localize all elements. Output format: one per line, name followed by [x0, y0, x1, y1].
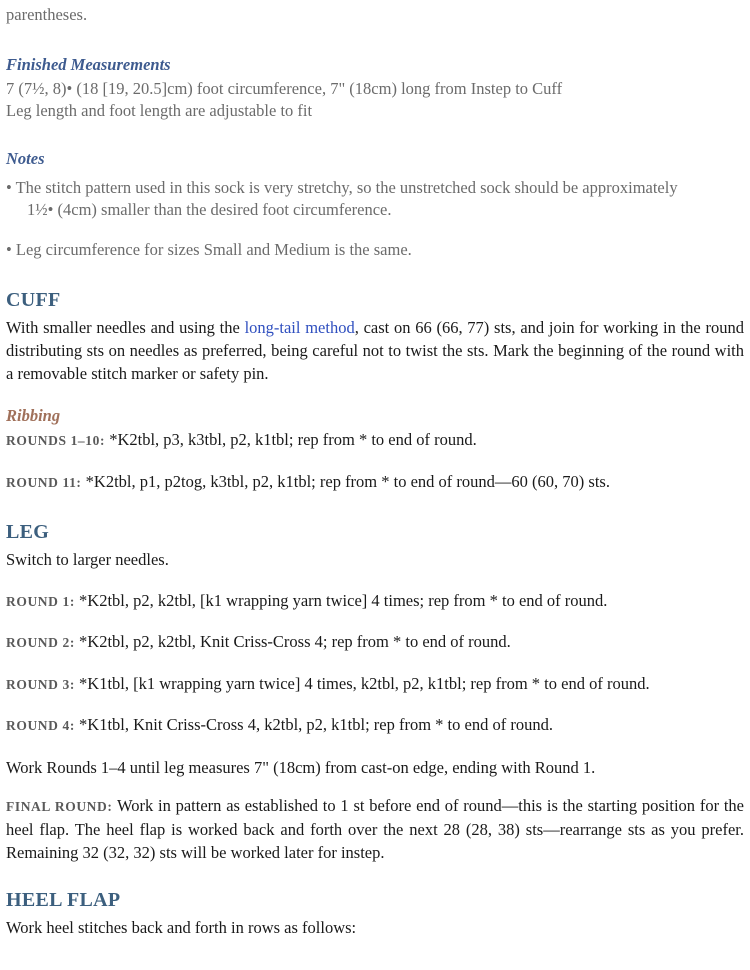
ribbing-heading: Ribbing	[6, 406, 61, 425]
round-text: *K2tbl, p2, k2tbl, [k1 wrapping yarn twice] 4 times; rep from * to end of round.	[74, 591, 608, 610]
cuff-text-after-link: , cast on 66 (66, 77) sts, and join for working in the round distributing sts on needles as preferred, being careful not to twist the sts. Mark the beginning of the round with a removable stitch marker or safety pin.	[6, 318, 744, 383]
cuff-text-before-link: With smaller needles and using the	[6, 318, 245, 337]
leg-intro: Switch to larger needles.	[6, 550, 169, 569]
round-label: ROUND 4:	[6, 718, 75, 733]
work-rounds-text: Work Rounds 1–4 until leg measures 7" (18cm) from cast-on edge, ending with Round 1.	[6, 758, 596, 777]
finished-measurements-heading: Finished Measurements	[6, 55, 171, 74]
heel-flap-intro: Work heel stitches back and forth in rows as follows:	[6, 918, 357, 937]
round-label: ROUND 1:	[6, 594, 75, 609]
round-label: ROUND 11:	[6, 475, 82, 490]
leg-round-3	[6, 672, 744, 696]
round-text: *K2tbl, p2, k2tbl, Knit Criss-Cross 4; rep from * to end of round.	[74, 632, 511, 651]
round-label: ROUND 3:	[6, 677, 75, 692]
ribbing-round-11	[6, 470, 744, 494]
cuff-paragraph	[6, 316, 744, 385]
note-2: • Leg circumference for sizes Small and Medium is the same.	[6, 240, 412, 259]
final-round-label: FINAL ROUND:	[6, 799, 113, 814]
ribbing-round-1-10	[6, 428, 744, 452]
finished-measurements-line-2: Leg length and foot length are adjustable to fit	[6, 101, 313, 120]
cuff-heading: CUFF	[6, 289, 61, 311]
long-tail-method-link[interactable]: long-tail method	[244, 318, 355, 337]
finished-measurements-line-1: 7 (7½, 8)• (18 [19, 20.5]cm) foot circumference, 7" (18cm) long from Instep to Cuff	[6, 79, 563, 98]
notes-heading: Notes	[6, 149, 45, 168]
round-label: ROUND 2:	[6, 635, 75, 650]
final-round-paragraph	[6, 794, 744, 864]
round-text: *K1tbl, [k1 wrapping yarn twice] 4 times, k2tbl, p2, k1tbl; rep from * to end of round.	[74, 674, 650, 693]
leg-heading: LEG	[6, 521, 50, 543]
leg-round-1	[6, 589, 744, 613]
leg-round-4	[6, 713, 744, 737]
final-round-text: Work in pattern as established to 1 st before end of round—this is the starting position for the heel flap. The heel flap is worked back and forth over the next 28 (28, 38) sts—rearrange sts as you prefer. Remaining 32 (32, 32) sts will be worked later for instep.	[6, 796, 744, 862]
note-1-line-1: • The stitch pattern used in this sock is very stretchy, so the unstretched sock should be approximately	[6, 178, 678, 197]
note-1-line-2: 1½• (4cm) smaller than the desired foot circumference.	[27, 200, 392, 219]
round-text: *K1tbl, Knit Criss-Cross 4, k2tbl, p2, k1tbl; rep from * to end of round.	[74, 715, 553, 734]
heel-flap-heading: HEEL FLAP	[6, 889, 121, 911]
round-text: *K2tbl, p1, p2tog, k3tbl, p2, k1tbl; rep from * to end of round—60 (60, 70) sts.	[81, 472, 610, 491]
round-label: ROUNDS 1–10:	[6, 433, 106, 448]
round-text: *K2tbl, p3, k3tbl, p2, k1tbl; rep from * to end of round.	[105, 430, 477, 449]
intro-tail-text: parentheses.	[6, 5, 88, 24]
leg-round-2	[6, 630, 744, 654]
